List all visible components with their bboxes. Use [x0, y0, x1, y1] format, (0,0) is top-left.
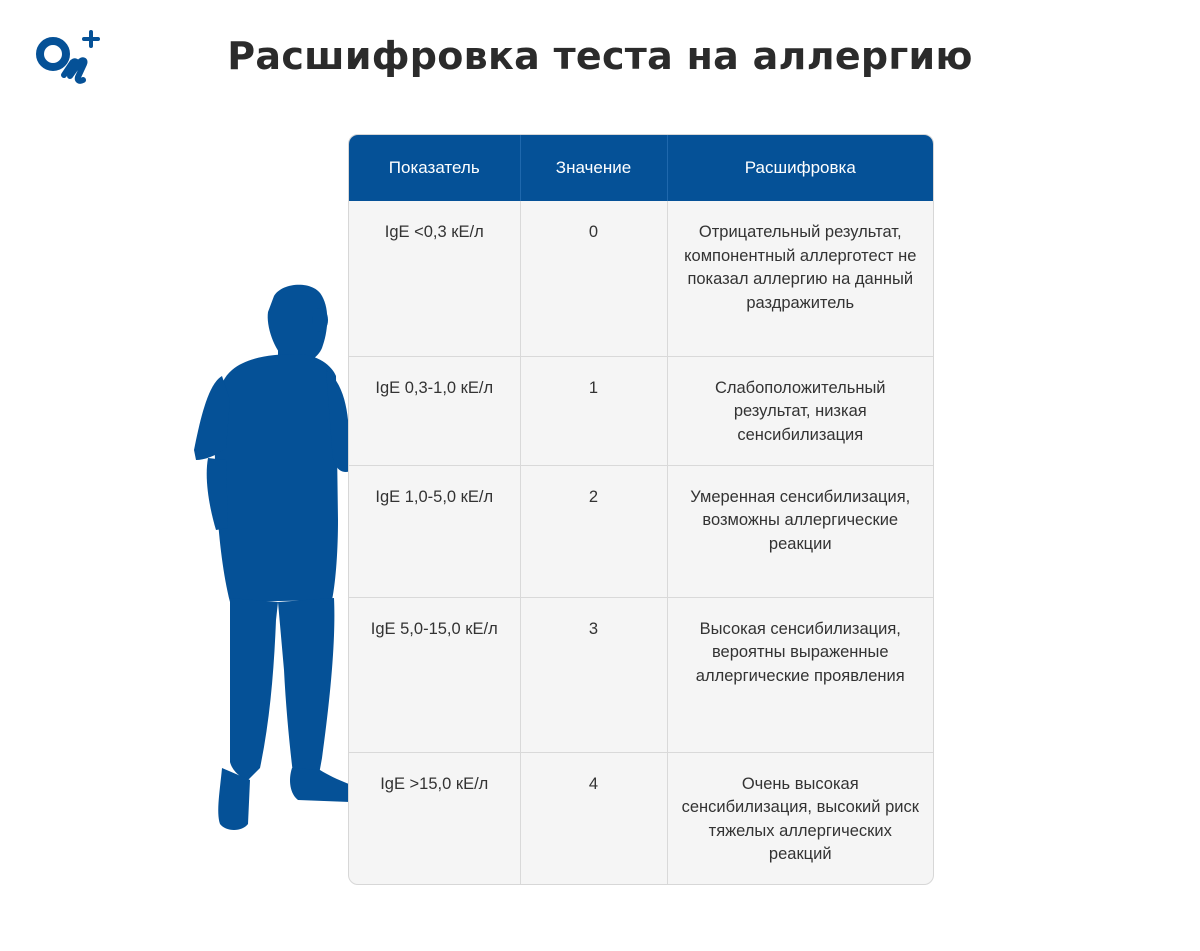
- indicator-cell: IgE >15,0 кЕ/л: [349, 752, 520, 884]
- table-row: [349, 356, 933, 465]
- indicator-cell: IgE <0,3 кЕ/л: [349, 201, 520, 356]
- value-cell: 1: [520, 356, 667, 465]
- value-cell: 3: [520, 597, 667, 752]
- table-header-row: [349, 135, 933, 201]
- column-header-interpretation: Расшифровка: [667, 135, 933, 201]
- table-row: [349, 465, 933, 597]
- allergy-results-table: [348, 134, 934, 885]
- table-row: [349, 752, 933, 884]
- value-cell: 2: [520, 465, 667, 597]
- interpretation-cell: Отрицательный результат, компонентный аллерготест не показал аллергию на данный раздражитель: [684, 223, 917, 312]
- table-row: [349, 597, 933, 752]
- interpretation-cell: Высокая сенсибилизация, вероятны выраженные аллергические проявления: [667, 597, 933, 752]
- indicator-cell: IgE 5,0-15,0 кЕ/л: [349, 597, 520, 752]
- column-header-value: Значение: [520, 135, 667, 201]
- value-cell: 0: [520, 201, 667, 356]
- interpretation-cell: Умеренная сенсибилизация, возможны аллергические реакции: [667, 465, 933, 597]
- page-title: Расшифровка теста на аллергию: [227, 34, 973, 78]
- interpretation-cell: Очень высокая сенсибилизация, высокий риск тяжелых аллергических реакций: [667, 752, 933, 884]
- column-header-indicator: Показатель: [349, 135, 520, 201]
- value-cell: 4: [520, 752, 667, 884]
- table-row: [349, 201, 933, 356]
- indicator-cell: IgE 1,0-5,0 кЕ/л: [349, 465, 520, 597]
- interpretation-cell: Слабоположительный результат, низкая сенсибилизация: [667, 356, 933, 465]
- indicator-cell: IgE 0,3-1,0 кЕ/л: [349, 356, 520, 465]
